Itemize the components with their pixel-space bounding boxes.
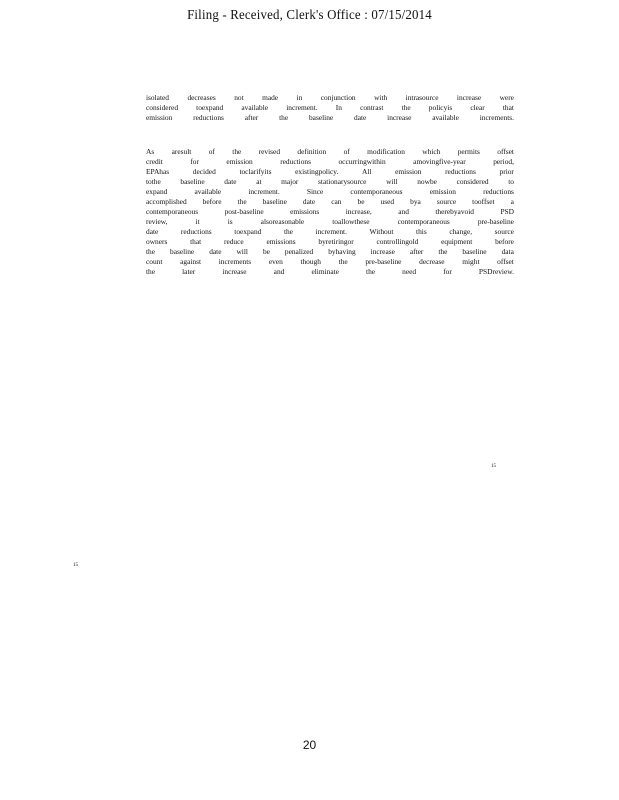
word: increment. bbox=[286, 103, 318, 112]
word: byhaving bbox=[328, 247, 356, 256]
word: it bbox=[195, 217, 200, 226]
word: amovingfive-year bbox=[413, 157, 466, 166]
word: therebyavoid bbox=[435, 207, 474, 216]
word: will bbox=[236, 247, 248, 256]
word: made bbox=[262, 93, 279, 102]
word: contemporaneous bbox=[397, 217, 450, 226]
word: emissions bbox=[290, 207, 320, 216]
word: conjunction bbox=[320, 93, 356, 102]
word: intrasource bbox=[405, 93, 439, 102]
word: the bbox=[146, 267, 156, 276]
quote-block-1 bbox=[146, 93, 514, 123]
word: Without bbox=[369, 227, 394, 236]
word: and bbox=[273, 267, 285, 276]
word: of bbox=[343, 147, 350, 156]
word: date bbox=[354, 113, 367, 122]
text-line bbox=[146, 247, 514, 257]
word: offset bbox=[497, 147, 514, 156]
text-line bbox=[146, 257, 514, 267]
word: with bbox=[374, 93, 388, 102]
text-line bbox=[146, 93, 514, 103]
word: in bbox=[296, 93, 303, 102]
word: EPAhas bbox=[146, 167, 170, 176]
word: used bbox=[380, 197, 395, 206]
word: In bbox=[335, 103, 342, 112]
word: for bbox=[443, 267, 452, 276]
word: PSDreview. bbox=[478, 267, 514, 276]
text-line bbox=[146, 197, 514, 207]
word: and bbox=[398, 207, 409, 216]
word: contrast bbox=[360, 103, 384, 112]
word: permits bbox=[457, 147, 480, 156]
word: reductions bbox=[280, 157, 311, 166]
word: is bbox=[227, 217, 233, 226]
word: considered bbox=[456, 177, 489, 186]
footnote-reference: 15 bbox=[491, 464, 496, 469]
word: modification bbox=[367, 147, 405, 156]
word: later bbox=[182, 267, 196, 276]
word: after bbox=[409, 247, 424, 256]
word: baseline bbox=[308, 113, 334, 122]
word: even bbox=[268, 257, 283, 266]
word: this bbox=[416, 227, 427, 236]
word: which bbox=[422, 147, 441, 156]
word: prior bbox=[499, 167, 514, 176]
word: increment. bbox=[315, 227, 347, 236]
word: accomplished bbox=[146, 197, 187, 206]
word: toclarifyits bbox=[239, 167, 272, 176]
word: decreases bbox=[187, 93, 216, 102]
word: clear bbox=[470, 103, 485, 112]
word: emission bbox=[146, 113, 173, 122]
text-line bbox=[146, 113, 514, 123]
word: All bbox=[362, 167, 372, 176]
word: reductions bbox=[483, 187, 514, 196]
word: available bbox=[432, 113, 459, 122]
word: contemporaneous bbox=[146, 207, 199, 216]
word: available bbox=[194, 187, 222, 196]
word: for bbox=[190, 157, 199, 166]
word: reductions bbox=[445, 167, 476, 176]
word: be bbox=[357, 197, 365, 206]
word: review, bbox=[146, 217, 168, 226]
word: pre-baseline bbox=[365, 257, 402, 266]
word: before bbox=[202, 197, 222, 206]
word: the bbox=[237, 197, 247, 206]
word: emission bbox=[429, 187, 456, 196]
word: alsoreasonable bbox=[260, 217, 305, 226]
word: major bbox=[281, 177, 299, 186]
word: definition bbox=[297, 147, 327, 156]
word: increments bbox=[218, 257, 252, 266]
word: revised bbox=[258, 147, 281, 156]
word: the bbox=[232, 147, 242, 156]
word: occurringwithin bbox=[338, 157, 386, 166]
word: post-baseline bbox=[224, 207, 264, 216]
word: equipment bbox=[441, 237, 473, 246]
word: baseline bbox=[180, 177, 205, 186]
text-line bbox=[146, 177, 514, 187]
word: policyis bbox=[428, 103, 453, 112]
word: increase bbox=[456, 93, 482, 102]
page-number: 20 bbox=[302, 738, 317, 752]
text-line bbox=[146, 237, 514, 247]
word: toallowthese bbox=[332, 217, 370, 226]
word: not bbox=[234, 93, 244, 102]
word: byretiringor bbox=[318, 237, 354, 246]
text-line bbox=[146, 267, 514, 277]
word: be bbox=[262, 247, 270, 256]
word: that bbox=[502, 103, 514, 112]
word: increments. bbox=[479, 113, 514, 122]
text-line bbox=[146, 167, 514, 177]
word: tooffset bbox=[472, 197, 495, 206]
word: date bbox=[302, 197, 316, 206]
word: the bbox=[366, 267, 376, 276]
word: toexpand bbox=[234, 227, 262, 236]
word: of bbox=[208, 147, 215, 156]
word: penalized bbox=[284, 247, 314, 256]
word: at bbox=[256, 177, 262, 186]
word: period, bbox=[493, 157, 514, 166]
word: date bbox=[224, 177, 237, 186]
word: increase bbox=[387, 113, 412, 122]
word: the bbox=[279, 113, 289, 122]
word: baseline bbox=[262, 197, 287, 206]
word: nowbe bbox=[417, 177, 437, 186]
text-line bbox=[146, 187, 514, 197]
word: As bbox=[146, 147, 155, 156]
word: reductions bbox=[180, 227, 212, 236]
text-line bbox=[146, 147, 514, 157]
word: date bbox=[209, 247, 222, 256]
text-line bbox=[146, 157, 514, 167]
word: increment. bbox=[248, 187, 280, 196]
word: the bbox=[146, 247, 156, 256]
word: against bbox=[180, 257, 202, 266]
word: the bbox=[283, 227, 293, 236]
quote-block-2 bbox=[146, 147, 514, 277]
word: existingpolicy. bbox=[295, 167, 339, 176]
text-line bbox=[146, 207, 514, 217]
word: contemporaneous bbox=[350, 187, 403, 196]
word: considered bbox=[146, 103, 179, 112]
word: reduce bbox=[223, 237, 244, 246]
word: emission bbox=[226, 157, 253, 166]
word: change, bbox=[449, 227, 473, 236]
word: decrease bbox=[419, 257, 445, 266]
word: can bbox=[331, 197, 342, 206]
word: emissions bbox=[266, 237, 296, 246]
word: tothe bbox=[146, 177, 161, 186]
word: emission bbox=[395, 167, 422, 176]
word: baseline bbox=[462, 247, 487, 256]
word: offset bbox=[497, 257, 514, 266]
word: PSD bbox=[500, 207, 514, 216]
word: to bbox=[508, 177, 514, 186]
word: aresult bbox=[171, 147, 192, 156]
word: reductions bbox=[193, 113, 224, 122]
word: increase bbox=[222, 267, 247, 276]
word: available bbox=[241, 103, 269, 112]
word: the bbox=[401, 103, 411, 112]
word: might bbox=[462, 257, 480, 266]
word: after bbox=[244, 113, 259, 122]
word: though bbox=[300, 257, 321, 266]
footnote-mark: 15 bbox=[73, 563, 78, 568]
word: a bbox=[510, 197, 514, 206]
word: data bbox=[501, 247, 514, 256]
text-line bbox=[146, 217, 514, 227]
word: toexpand bbox=[196, 103, 224, 112]
word: were bbox=[499, 93, 514, 102]
word: the bbox=[438, 247, 448, 256]
filing-header: Filing - Received, Clerk's Office : 07/15/2014 bbox=[187, 8, 432, 23]
word: count bbox=[146, 257, 163, 266]
word: that bbox=[190, 237, 202, 246]
word: decided bbox=[192, 167, 216, 176]
word: increase, bbox=[345, 207, 372, 216]
word: date bbox=[146, 227, 159, 236]
word: baseline bbox=[170, 247, 195, 256]
word: credit bbox=[146, 157, 163, 166]
word: expand bbox=[146, 187, 168, 196]
word: pre-baseline bbox=[477, 217, 514, 226]
word: will bbox=[386, 177, 398, 186]
word: eliminate bbox=[311, 267, 339, 276]
word: before bbox=[495, 237, 514, 246]
word: increase bbox=[370, 247, 395, 256]
word: bya bbox=[410, 197, 421, 206]
word: isolated bbox=[146, 93, 169, 102]
word: controllingold bbox=[376, 237, 419, 246]
word: Since bbox=[306, 187, 324, 196]
word: need bbox=[402, 267, 417, 276]
word: the bbox=[338, 257, 348, 266]
word: source bbox=[494, 227, 514, 236]
word: source bbox=[436, 197, 457, 206]
text-line bbox=[146, 103, 514, 113]
word: owners bbox=[146, 237, 168, 246]
word: stationarysource bbox=[318, 177, 367, 186]
text-line bbox=[146, 227, 514, 237]
